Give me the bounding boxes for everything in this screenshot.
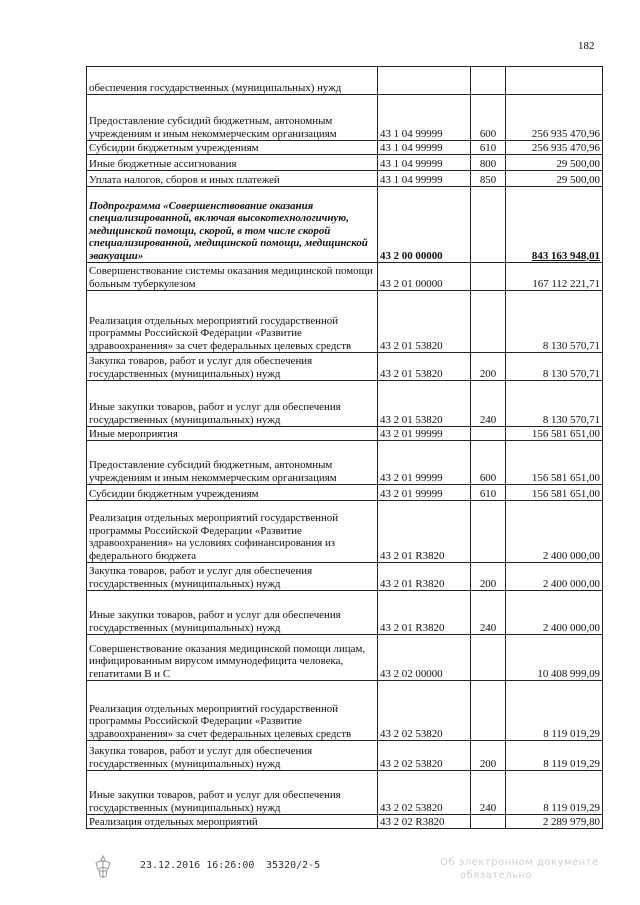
row-name: обеспечения государственных (муниципальных) нужд [87,67,378,95]
row-name: Закупка товаров, работ и услуг для обеспечения государственных (муниципальных) нужд [87,563,378,591]
budget-table [86,66,603,829]
row-name: Иные бюджетные ассигнования [87,155,378,171]
row-type [471,67,506,95]
row-amount: 256 935 470,96 [506,141,603,155]
row-name: Подпрограмма «Совершенствование оказания специализированной, включая высокотехнологичную, медицинской помощи, скорой, в том числе скорой специализированной, медицинской помощи, медицинской эвакуации» [87,187,378,263]
row-type: 240 [471,591,506,635]
row-name: Субсидии бюджетным учреждениям [87,141,378,155]
row-code: 43 2 01 R3820 [378,591,471,635]
row-code: 43 2 02 53820 [378,681,471,741]
row-code: 43 2 02 53820 [378,741,471,771]
row-code: 43 2 01 99999 [378,441,471,485]
table-row-subprogram [87,187,603,263]
row-name: Совершенствование системы оказания медицинской помощи больным туберкулезом [87,263,378,291]
row-amount: 2 400 000,00 [506,591,603,635]
row-type [471,187,506,263]
row-amount: 843 163 948,01 [506,187,603,263]
stamp-line: Об электронном документе [440,857,599,868]
table-row [87,591,603,635]
page-number: 182 [578,40,595,52]
row-type [471,501,506,563]
row-amount: 156 581 651,00 [506,485,603,501]
table-row [87,501,603,563]
table-row [87,95,603,141]
table-row [87,771,603,815]
row-code: 43 2 01 99999 [378,485,471,501]
row-type: 610 [471,141,506,155]
row-name: Субсидии бюджетным учреждениям [87,485,378,501]
table-row [87,171,603,187]
row-type [471,681,506,741]
row-amount: 8 119 019,29 [506,771,603,815]
row-name: Уплата налогов, сборов и иных платежей [87,171,378,187]
table-row [87,681,603,741]
row-code: 43 1 04 99999 [378,95,471,141]
row-name: Совершенствование оказания медицинской помощи лицам, инфицированным вирусом иммунодефицита человека, гепатитами В и С [87,635,378,681]
row-code: 43 2 02 R3820 [378,815,471,829]
row-amount: 167 112 221,71 [506,263,603,291]
row-type: 610 [471,485,506,501]
row-name: Иные закупки товаров, работ и услуг для обеспечения государственных (муниципальных) нужд [87,771,378,815]
table-row [87,441,603,485]
row-name: Реализация отдельных мероприятий государственной программы Российской Федерации «Развитие здравоохранения» за счет федеральных целевых средств [87,291,378,353]
row-amount: 29 500,00 [506,155,603,171]
table-row [87,485,603,501]
row-amount: 29 500,00 [506,171,603,187]
table-row [87,381,603,427]
row-amount: 2 400 000,00 [506,563,603,591]
row-code: 43 2 00 00000 [378,187,471,263]
row-amount: 8 130 570,71 [506,291,603,353]
row-name: Закупка товаров, работ и услуг для обеспечения государственных (муниципальных) нужд [87,741,378,771]
row-name: Реализация отдельных мероприятий государственной программы Российской Федерации «Развитие здравоохранения» на условиях софинансирования из федерального бюджета [87,501,378,563]
row-code: 43 2 01 99999 [378,427,471,441]
table-row [87,427,603,441]
row-type: 850 [471,171,506,187]
row-code: 43 2 02 53820 [378,771,471,815]
table-row [87,635,603,681]
row-amount: 8 130 570,71 [506,353,603,381]
row-amount: 8 130 570,71 [506,381,603,427]
electronic-signature-stamp [440,856,599,882]
row-amount: 156 581 651,00 [506,427,603,441]
row-type: 600 [471,441,506,485]
table-row [87,291,603,353]
table-row [87,263,603,291]
row-amount [506,67,603,95]
row-type: 240 [471,381,506,427]
row-name: Предоставление субсидий бюджетным, автономным учреждениям и иным некоммерческим организациям [87,441,378,485]
row-code: 43 2 01 53820 [378,291,471,353]
row-type: 600 [471,95,506,141]
table-row [87,563,603,591]
row-code: 43 2 01 00000 [378,263,471,291]
row-code: 43 2 01 53820 [378,353,471,381]
row-name: Иные закупки товаров, работ и услуг для обеспечения государственных (муниципальных) нужд [87,381,378,427]
row-type: 200 [471,353,506,381]
emblem-icon [92,854,114,883]
row-type [471,815,506,829]
row-amount: 10 408 999,09 [506,635,603,681]
row-code: 43 2 01 53820 [378,381,471,427]
table-row [87,353,603,381]
table-row [87,155,603,171]
table-row [87,67,603,95]
row-type [471,263,506,291]
row-amount: 2 289 979,80 [506,815,603,829]
row-amount: 256 935 470,96 [506,95,603,141]
row-code [378,67,471,95]
row-type: 800 [471,155,506,171]
row-name: Предоставление субсидий бюджетным, автономным учреждениям и иным некоммерческим организациям [87,95,378,141]
row-amount: 2 400 000,00 [506,501,603,563]
row-amount: 8 119 019,29 [506,681,603,741]
row-name: Реализация отдельных мероприятий [87,815,378,829]
row-code: 43 1 04 99999 [378,155,471,171]
row-type: 200 [471,563,506,591]
row-code: 43 2 01 R3820 [378,563,471,591]
row-type [471,427,506,441]
table-row [87,141,603,155]
row-name: Реализация отдельных мероприятий государственной программы Российской Федерации «Развитие здравоохранения» за счет федеральных целевых средств [87,681,378,741]
row-type [471,291,506,353]
row-type [471,635,506,681]
document-number: 35320/2-5 [266,860,321,871]
row-code: 43 2 02 00000 [378,635,471,681]
document-footer [0,856,640,896]
row-code: 43 2 01 R3820 [378,501,471,563]
table-row [87,815,603,829]
table-row [87,741,603,771]
row-amount: 156 581 651,00 [506,441,603,485]
stamp-line: обязательно [460,870,533,881]
row-code: 43 1 04 99999 [378,171,471,187]
row-name: Иные мероприятия [87,427,378,441]
row-type: 200 [471,741,506,771]
row-type: 240 [471,771,506,815]
row-name: Закупка товаров, работ и услуг для обеспечения государственных (муниципальных) нужд [87,353,378,381]
signature-date: 23.12.2016 16:26:00 [140,860,255,871]
row-code: 43 1 04 99999 [378,141,471,155]
row-amount: 8 119 019,29 [506,741,603,771]
row-name: Иные закупки товаров, работ и услуг для обеспечения государственных (муниципальных) нужд [87,591,378,635]
